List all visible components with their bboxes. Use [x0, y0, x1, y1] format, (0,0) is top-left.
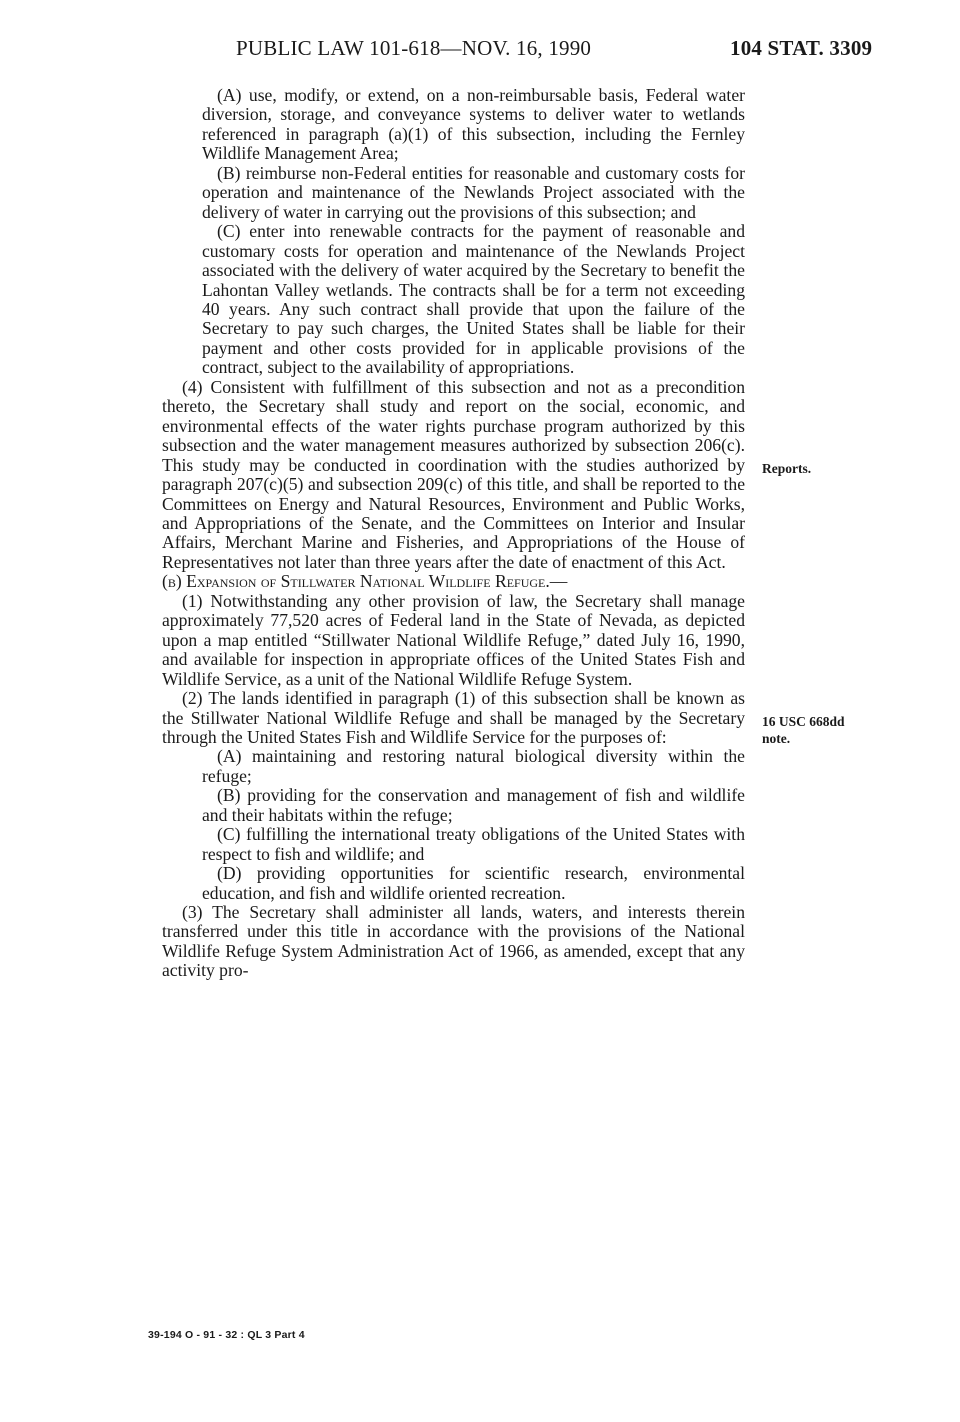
paragraph-3a: (A) use, modify, or extend, on a non-reimbursable basis, Federal water diversion, storage, and conveyance systems to deliver water to wetlands referenced in paragraph (a)(1) of this subsection, including the Fernley Wildlife Management Area; — [202, 85, 745, 164]
subsection-b-heading: (b) Expansion of Stillwater National Wildlife Refuge.— — [162, 571, 568, 592]
paragraph-b2d: (D) providing opportunities for scientific research, environmental education, and fish and wildlife oriented recreation. — [202, 863, 745, 903]
paragraph-4: (4) Consistent with fulfillment of this subsection and not as a precondition thereto, the Secretary shall study and report on the social, economic, and environmental effects of the water rights purchase program authorized by this subsection and the water management measures authorized by subsection 206(c). This study may be conducted in coordination with the studies authorized by paragraph 207(c)(5) and subsection 209(c) of this title, and shall be reported to the Committees on Energy and Natural Resources, Environment and Public Works, and Appropriations of the Senate, and the Committees on Interior and Insular Affairs, Merchant Marine and Fisheries, and Appropriations of the House of Representatives not later than three years after the date of enactment of this Act. — [162, 376, 745, 572]
paragraph-3b: (B) reimburse non-Federal entities for reasonable and customary costs for operation and maintenance of the Newlands Project associated with the delivery of water in carrying out the provisions of this subsection; and — [202, 162, 745, 222]
paragraph-b1: (1) Notwithstanding any other provision of law, the Secretary shall manage approximately 77,520 acres of Federal land in the State of Nevada, as depicted upon a map entitled “Stillwater National Wildlife Refuge,” dated July 16, 1990, and available for inspection in appropriate offices of the United States Fish and Wildlife Service, as a unit of the National Wildlife Refuge System. — [162, 590, 745, 689]
paragraph-b2b: (B) providing for the conservation and management of fish and wildlife and their habitats within the refuge; — [202, 785, 745, 825]
paragraph-b2a: (A) maintaining and restoring natural biological diversity within the refuge; — [202, 746, 745, 786]
margin-note-usc-citation: 16 USC 668dd note. — [762, 714, 845, 746]
page-header — [0, 36, 960, 66]
page-title: PUBLIC LAW 101-618—NOV. 16, 1990 — [236, 36, 592, 60]
margin-note-reports: Reports. — [762, 461, 812, 476]
paragraph-3c: (C) enter into renewable contracts for the payment of reasonable and customary costs for operation and maintenance of the Newlands Project associated with the delivery of water acquired by the Secretary to benefit the Lahontan Valley wetlands. The contracts shall be for a term not exceeding 40 years. Any such contract shall provide that upon the failure of the Secretary to pay such charges, the United States shall be liable for their payment and other costs provided for in applicable provisions of the contract, subject to the availability of appropriations. — [202, 221, 745, 378]
statute-page-number: 104 STAT. 3309 — [730, 36, 873, 60]
paragraph-b2: (2) The lands identified in paragraph (1) of this subsection shall be known as the Stillwater National Wildlife Refuge and shall be managed by the Secretary through the United States Fish and Wildlife Service for the purposes of: — [162, 688, 745, 747]
body-text — [162, 86, 745, 981]
paragraph-b3: (3) The Secretary shall administer all lands, waters, and interests therein transferred under this title in accordance with the provisions of the National Wildlife Refuge System Administration Act of 1966, as amended, except that any activity pro- — [162, 902, 745, 981]
paragraph-b2c: (C) fulfilling the international treaty obligations of the United States with respect to fish and wildlife; and — [202, 824, 745, 864]
footer-print-code: 39-194 O - 91 - 32 : QL 3 Part 4 — [148, 1329, 305, 1341]
